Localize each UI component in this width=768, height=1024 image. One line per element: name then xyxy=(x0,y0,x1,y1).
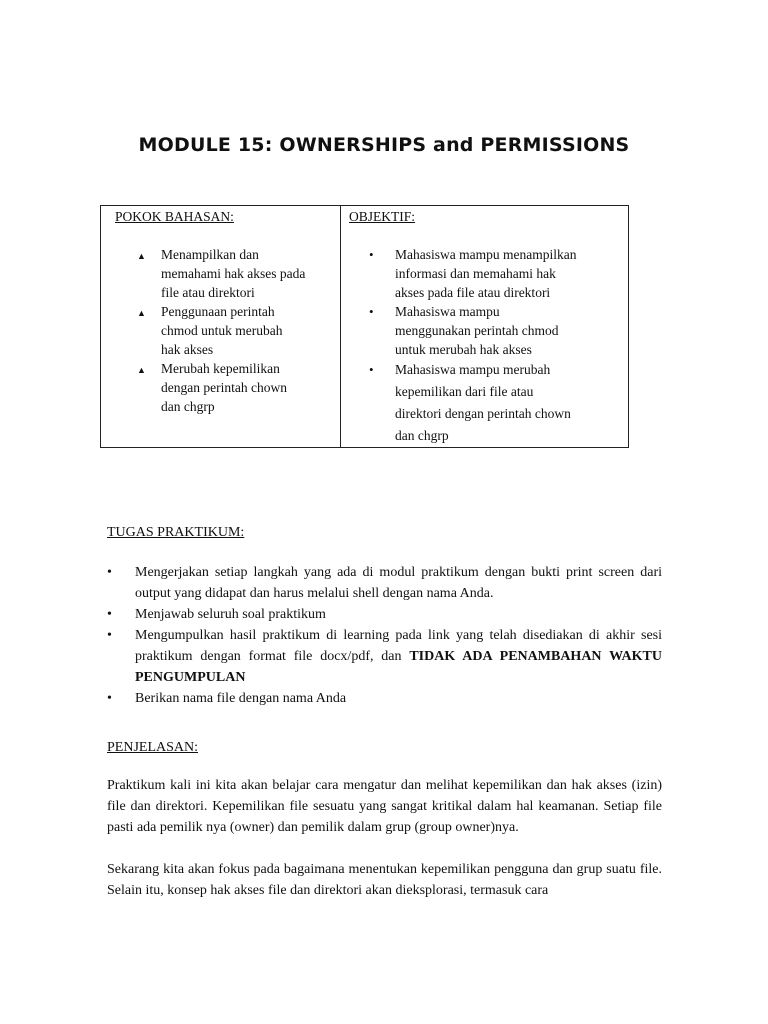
list-item: • Berikan nama file dengan nama Anda xyxy=(107,688,662,709)
page-title: MODULE 15: OWNERSHIPS and PERMISSIONS xyxy=(138,134,630,156)
pokok-bahasan-cell xyxy=(101,206,341,448)
paragraph: Sekarang kita akan fokus pada bagaimana menentukan kepemilikan pengguna dan grup suatu file. Selain itu, konsep hak akses file dan direktori akan dieksplorasi, termasuk cara xyxy=(107,862,662,898)
paragraph: Praktikum kali ini kita akan belajar cara mengatur dan melihat kepemilikan dan hak akses (izin) file dan direktori. Kepemilikan file sesuatu yang sangat kritikal dalam hal keamanan. Setiap file pasti ada pemilik nya (owner) dan pemilik dalam grup (group owner)nya. xyxy=(107,778,662,835)
bullet-icon: • xyxy=(107,691,112,706)
objektif-header: OBJEKTIF: xyxy=(349,209,416,224)
objektif-list xyxy=(341,245,628,447)
pokok-bahasan-list xyxy=(101,245,340,416)
list-item: ▲ Menampilkan dan memahami hak akses pada file atau direktori xyxy=(137,247,306,300)
bullet-icon: • xyxy=(107,565,112,580)
triangle-bullet-icon: ▲ xyxy=(137,365,146,375)
deadline-warning: TIDAK ADA PENAMBAHAN WAKTU PENGUMPULAN xyxy=(135,649,663,685)
list-item: • Mengumpulkan hasil praktikum di learning pada link yang telah disediakan di akhir sesi praktikum dengan format file docx/pdf, dan TIDAK ADA PENAMBAHAN WAKTU PENGUMPULAN xyxy=(107,625,662,688)
tugas-praktikum-section xyxy=(107,525,662,709)
triangle-bullet-icon: ▲ xyxy=(137,308,146,318)
objektif-cell xyxy=(341,206,629,448)
pokok-bahasan-header: POKOK BAHASAN: xyxy=(115,209,234,224)
list-item: • Mengerjakan setiap langkah yang ada di modul praktikum dengan bukti print screen dari output yang didapat dan harus melalui shell dengan nama Anda. xyxy=(107,562,662,604)
triangle-bullet-icon: ▲ xyxy=(137,251,146,261)
list-item: • Mahasiswa mampu menampilkan informasi dan memahami hak akses pada file atau direktori xyxy=(369,247,577,300)
list-item: ▲ Merubah kepemilikan dengan perintah chown dan chgrp xyxy=(137,361,287,414)
list-item: • Mahasiswa mampu merubah kepemilikan dari file atau direktori dengan perintah chown dan chgrp xyxy=(369,359,628,447)
list-item: ▲ Penggunaan perintah chmod untuk merubah hak akses xyxy=(137,304,283,357)
bullet-icon: • xyxy=(369,304,374,319)
list-item: • Mahasiswa mampu menggunakan perintah chmod untuk merubah hak akses xyxy=(369,304,559,357)
list-item: • Menjawab seluruh soal praktikum xyxy=(107,604,662,625)
tugas-list xyxy=(107,562,662,709)
bullet-icon: • xyxy=(369,362,374,377)
penjelasan-section xyxy=(107,740,662,901)
bullet-icon: • xyxy=(107,628,112,643)
topic-objective-table xyxy=(100,205,629,448)
bullet-icon: • xyxy=(369,247,374,262)
penjelasan-heading: PENJELASAN: xyxy=(107,740,199,755)
tugas-praktikum-heading: TUGAS PRAKTIKUM: xyxy=(107,525,245,540)
bullet-icon: • xyxy=(107,607,112,622)
